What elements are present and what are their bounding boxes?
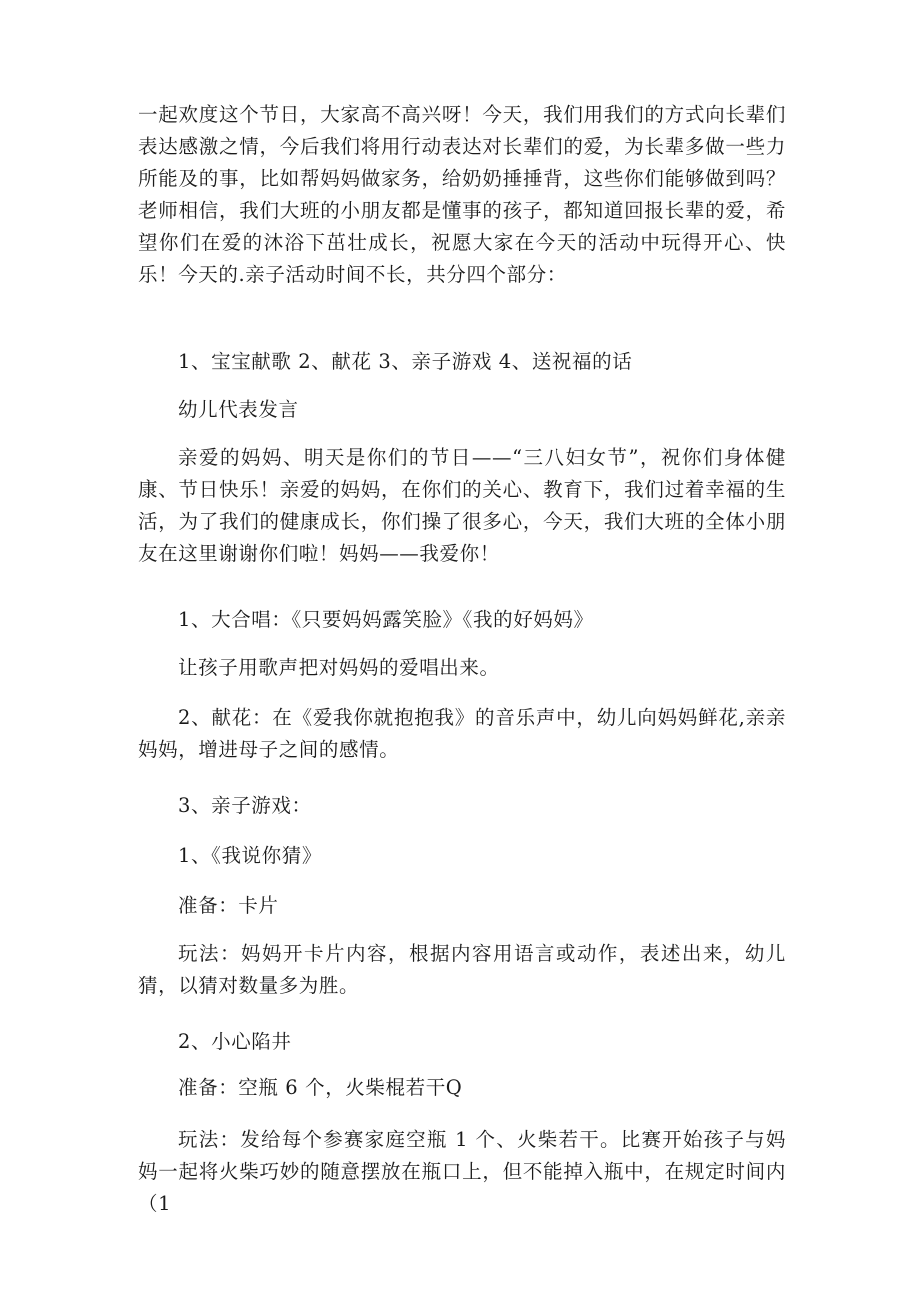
list-paragraph: 3、亲子游戏： bbox=[178, 794, 312, 817]
body-paragraph: 一起欢度这个节日，大家高不高兴呀！今天，我们用我们的方式向长辈们表达感激之情，今后我们将用行动表达对长辈们的爱，为长辈多做一些力所能及的事，比如帮妈妈做家务，给奶奶捶捶背，这些你们能够做到吗？老师相信，我们大班的小朋友都是懂事的孩子，都知道回报长辈的爱，希望你们在爱的沐浴下茁壮成长，祝愿大家在今天的活动中玩得开心、快乐！今天的.亲子活动时间不长，共分四个部分： bbox=[138, 103, 786, 286]
body-paragraph: 玩法：妈妈开卡片内容，根据内容用语言或动作，表述出来，幼儿猜，以猜对数量多为胜。 bbox=[138, 942, 786, 997]
list-paragraph: 2、小心陷井 bbox=[178, 1030, 292, 1053]
list-paragraph: 1、《我说你猜》 bbox=[178, 844, 322, 867]
list-paragraph: 1、大合唱：《只要妈妈露笑脸》《我的好妈妈》 bbox=[178, 608, 594, 631]
section-heading: 幼儿代表发言 bbox=[178, 398, 299, 421]
body-paragraph: 准备：空瓶 6 个，火柴棍若干Q bbox=[178, 1076, 463, 1099]
body-paragraph: 让孩子用歌声把对妈妈的爱唱出来。 bbox=[178, 656, 500, 679]
list-paragraph: 2、献花：在《爱我你就抱抱我》的音乐声中，幼儿向妈妈鲜花,亲亲妈妈，增进母子之间的感情。 bbox=[138, 706, 786, 761]
list-paragraph: 1、宝宝献歌 2、献花 3、亲子游戏 4、送祝福的话 bbox=[178, 350, 633, 373]
body-paragraph: 亲爱的妈妈、明天是你们的节日——“三八妇女节”，祝你们身体健康、节日快乐！亲爱的妈妈，在你们的关心、教育下，我们过着幸福的生活，为了我们的健康成长，你们操了很多心，今天，我们大班的全体小朋友在这里谢谢你们啦！妈妈——我爱你！ bbox=[138, 446, 786, 565]
body-paragraph: 准备：卡片 bbox=[178, 894, 279, 917]
body-paragraph: 玩法：发给每个参赛家庭空瓶 1 个、火柴若干。比赛开始孩子与妈妈一起将火柴巧妙的随意摆放在瓶口上，但不能掉入瓶中，在规定时间内（1 bbox=[138, 1128, 786, 1215]
